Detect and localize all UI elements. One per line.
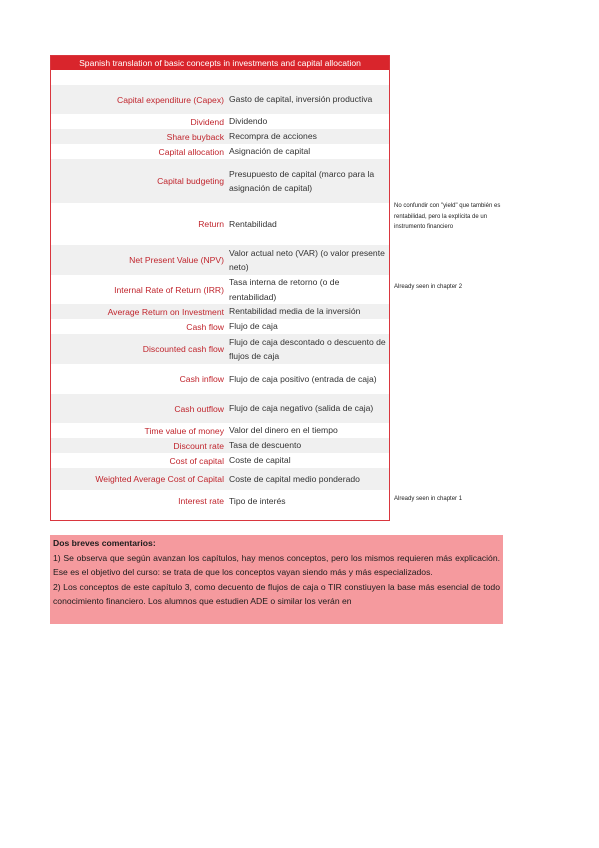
- translation-cell: Flujo de caja negativo (salida de caja): [229, 403, 374, 414]
- table-row: [51, 319, 389, 334]
- term-cell: Cost of capital: [169, 455, 224, 466]
- translation-cell: Coste de capital: [229, 455, 291, 466]
- term-cell: Return: [198, 219, 224, 229]
- term-cell: Dividend: [190, 116, 224, 127]
- table-row: [51, 334, 389, 364]
- translation-cell: Flujo de caja positivo (entrada de caja): [229, 373, 377, 384]
- note-interest-rate: Already seen in chapter 1: [394, 496, 463, 502]
- comments-box: [50, 535, 503, 624]
- table-row: [51, 129, 389, 144]
- table-row: [51, 245, 389, 275]
- translation-cell: Coste de capital medio ponderado: [229, 473, 360, 484]
- term-cell: Capital allocation: [158, 146, 224, 157]
- comment-paragraph-1: 1) Se observa que según avanzan los capítulos, hay menos conceptos, pero los mismos requieren más explicación. Ese es el objetivo del curso: se trata de que los conceptos vayan siendo más y más especializados.: [53, 552, 500, 578]
- term-cell: Cash inflow: [179, 374, 224, 384]
- translation-cell: Rentabilidad: [229, 218, 277, 229]
- translation-cell: Tipo de interés: [229, 495, 286, 506]
- table-row: [51, 304, 389, 319]
- term-cell: Capital budgeting: [157, 176, 224, 186]
- term-cell: Internal Rate of Return (IRR): [114, 284, 224, 295]
- note-return: No confundir con "yield" que también es rentabilidad, pero la explícita de un instrumento financiero: [394, 203, 501, 230]
- table-row: [51, 394, 389, 423]
- comment-paragraph-2: 2) Los conceptos de este capítulo 3, como decuento de flujos de caja o TIR constiuyen la base más esencial de todo conocimiento financiero. Los alumnos que estudien ADE o similar los verán en: [53, 581, 500, 607]
- table-row: [51, 364, 389, 394]
- table-row: [51, 423, 389, 438]
- term-cell: Interest rate: [178, 496, 224, 506]
- translation-cell: Valor del dinero en el tiempo: [229, 425, 338, 436]
- term-cell: Cash outflow: [174, 403, 224, 414]
- table-row: [51, 453, 389, 468]
- translation-cell: Flujo de caja descontado o descuento de flujos de caja: [229, 336, 386, 361]
- translation-cell: Valor actual neto (VAR) (o valor presente neto): [229, 247, 385, 272]
- translation-cell: Tasa de descuento: [229, 440, 302, 451]
- term-cell: Time value of money: [144, 425, 224, 436]
- term-cell: Net Present Value (NPV): [129, 255, 224, 265]
- term-cell: Discount rate: [173, 440, 224, 451]
- translation-cell: Tasa interna de retorno (o de rentabilidad): [229, 277, 340, 302]
- translation-cell: Dividendo: [229, 116, 268, 127]
- table-row: [51, 275, 389, 304]
- term-cell: Average Return on Investment: [107, 306, 224, 317]
- table-row: [51, 203, 389, 245]
- translation-cell: Presupuesto de capital (marco para la asignación de capital): [229, 168, 375, 193]
- translation-cell: Asignación de capital: [229, 146, 311, 157]
- term-cell: Share buyback: [166, 131, 224, 142]
- term-cell: Weighted Average Cost of Capital: [95, 474, 224, 484]
- term-cell: Discounted cash flow: [142, 344, 224, 354]
- table-row: [51, 490, 389, 512]
- table-row: [51, 114, 389, 129]
- note-irr: Already seen in chapter 2: [394, 284, 463, 290]
- table-row: [51, 159, 389, 203]
- term-cell: Capital expenditure (Capex): [116, 94, 224, 105]
- comments-title: Dos breves comentarios:: [53, 538, 156, 548]
- translation-cell: Gasto de capital, inversión productiva: [229, 94, 373, 105]
- glossary-table: [50, 55, 390, 521]
- term-cell: Cash flow: [186, 321, 224, 332]
- table-row: [51, 468, 389, 490]
- glossary-header: Spanish translation of basic concepts in investments and capital allocation: [51, 56, 389, 70]
- translation-cell: Recompra de acciones: [229, 131, 317, 142]
- translation-cell: Flujo de caja: [229, 321, 278, 332]
- table-row: [51, 85, 389, 114]
- translation-cell: Rentabilidad media de la inversión: [229, 306, 361, 317]
- table-row: [51, 438, 389, 453]
- table-row: [51, 144, 389, 159]
